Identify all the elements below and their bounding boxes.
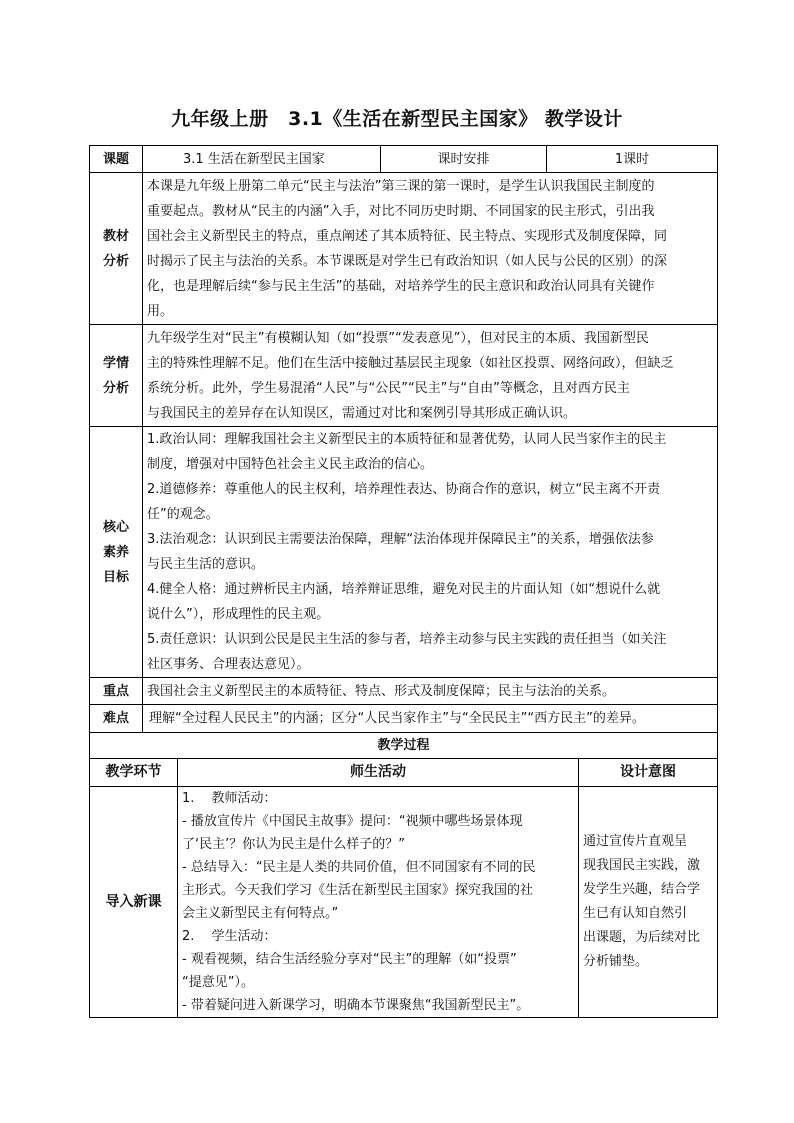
material-text: 本课是九年级上册第二单元“民主与法治”第三课的第一课时，是学生认识我国民主制度的 重要起点。教材从“民主的内涵”入手，对比不同历史时期、不同国家的民主形式，引出我 国社会主义新型民主的特点，重点阐述了其本质特征、民主特点、实现形式及制度保障，同 时揭示了民主与法治的关系。本节课既是对学生已有政治知识（如人民与公民的区别）的深 化，也是理解后续“参与民主生活”的基础，对培养学生的民主意识和政治认同具有关键作 用。 <box>143 173 718 325</box>
key-point-text: 我国社会主义新型民主的本质特征、特点、形式及制度保障；民主与法治的关系。 <box>143 678 718 705</box>
topic-label: 课题 <box>90 146 143 173</box>
students-label: 学情 分析 <box>90 325 143 427</box>
process-title: 教学过程 <box>90 733 718 759</box>
goals-text: 1.政治认同：理解我国社会主义新型民主的本质特征和显著优势，认同人民当家作主的民主 制度，增强对中国特色社会主义民主政治的信心。 2.道德修养：尊重他人的民主权利，培养理性表达、协商合作的意识，树立“民主离不开责 任”的观念。 3.法治观念：认识到民主需要法治保障，理解“法治体现并保障民主”的关系，增强依法参 与民主生活的意识。 4.健全人格：通过辨析民主内涵，培养辩证思维，避免对民主的片面认知（如“想说什么就 说什么”），形成理性的民主观。 5.责任意识：认识到公民是民主生活的参与者，培养主动参与民主实践的责任担当（如关注 社区事务、合理表达意见）。 <box>143 427 718 678</box>
page-title: 九年级上册 3.1《生活在新型民主国家》 教学设计 <box>171 108 623 130</box>
schedule-value: 1课时 <box>547 146 718 173</box>
key-point-row <box>90 678 718 705</box>
stage-column-header: 教学环节 <box>90 759 178 787</box>
material-label: 教材 分析 <box>90 173 143 325</box>
process-header-row <box>90 759 718 787</box>
students-row <box>90 325 718 427</box>
process-row <box>90 787 718 1018</box>
activity-text: 1. 教师活动： - 播放宣传片《中国民主故事》提问：“视频中哪些场景体现 了‘民主’？你认为民主是什么样子的？” - 总结导入：“民主是人类的共同价值，但不同国家有不同的民 主形式。今天我们学习《生活在新型民主国家》探究我国的社 会主义新型民主有何特点。” 2. 学生活动： - 观看视频，结合生活经验分享对“民主”的理解（如“投票” “提意见”）。 - 带着疑问进入新课学习，明确本节课聚焦“我国新型民主”。 <box>178 787 579 1018</box>
difficult-point-text: 理解“全过程人民民主”的内涵；区分“人民当家作主”与“全民民主”“西方民主”的差异。 <box>143 705 718 733</box>
intent-column-header: 设计意图 <box>579 759 718 787</box>
material-row <box>90 173 718 325</box>
difficult-point-label: 难点 <box>90 705 143 733</box>
students-text: 九年级学生对“民主”有模糊认知（如“投票”“发表意见”），但对民主的本质、我国新型民 主的特殊性理解不足。他们在生活中接触过基层民主现象（如社区投票、网络问政），但缺乏 系统分析。此外，学生易混淆“人民”与“公民”“民主”与“自由”等概念，且对西方民主 与我国民主的差异存在认知误区，需通过对比和案例引导其形成正确认识。 <box>143 325 718 427</box>
activity-column-header: 师生活动 <box>178 759 579 787</box>
process-title-row <box>90 733 718 759</box>
topic-row <box>90 146 718 173</box>
topic-value: 3.1 生活在新型民主国家 <box>143 146 381 173</box>
goals-label: 核心 素养 目标 <box>90 427 143 678</box>
stage-name: 导入新课 <box>90 787 178 1018</box>
intent-text: 通过宣传片直观呈 现我国民主实践，激 发学生兴趣，结合学 生已有认知自然引 出课题，为后续对比 分析铺垫。 <box>579 787 718 1018</box>
lesson-plan-table <box>89 145 718 733</box>
goals-row <box>90 427 718 678</box>
process-table <box>89 732 718 1018</box>
key-point-label: 重点 <box>90 678 143 705</box>
schedule-label: 课时安排 <box>381 146 547 173</box>
difficult-point-row <box>90 705 718 733</box>
